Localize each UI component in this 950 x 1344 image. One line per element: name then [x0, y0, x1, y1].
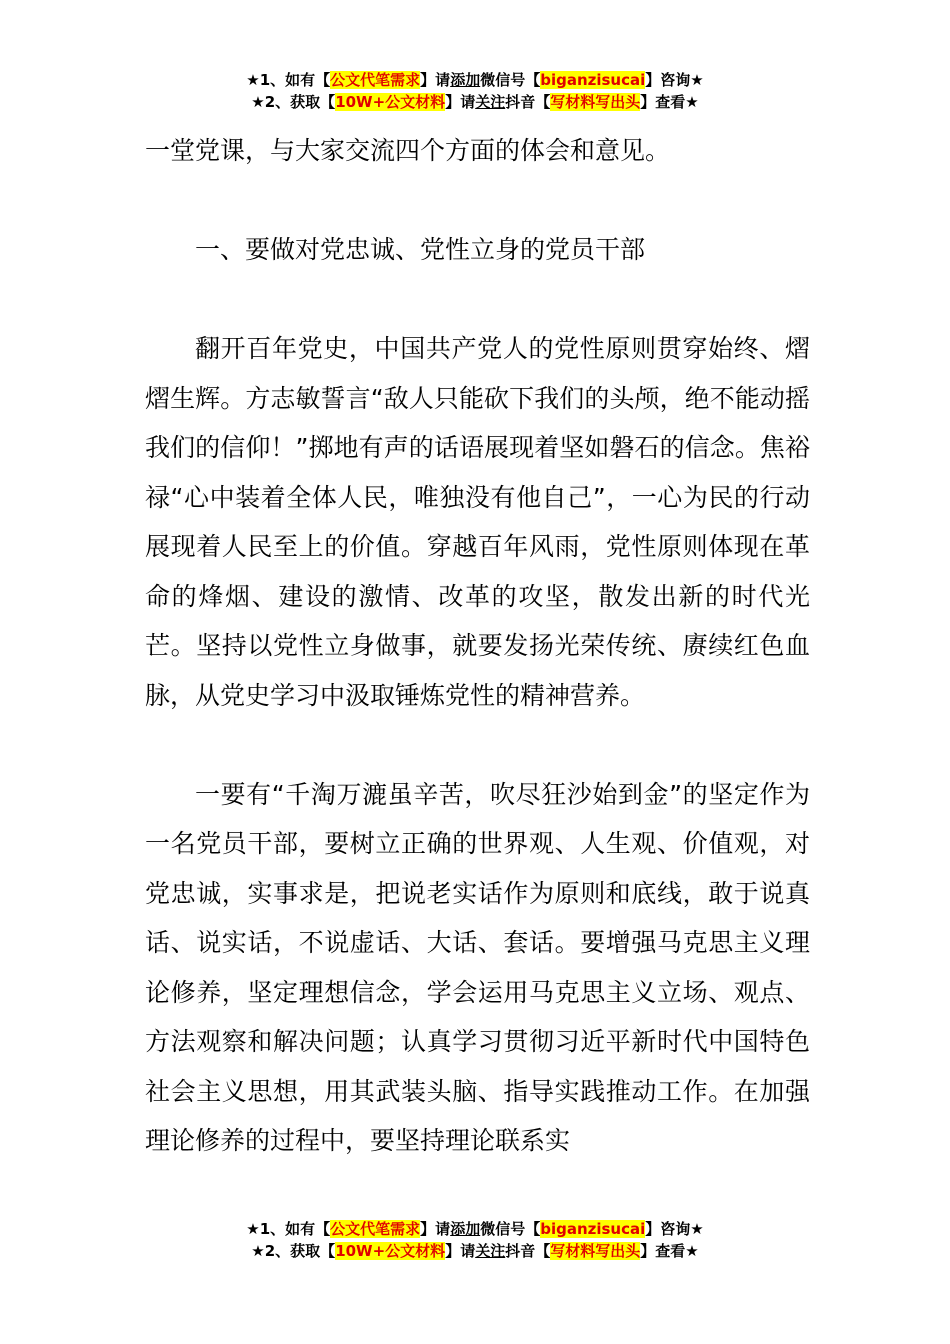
- section-heading: 一、要做对党忠诚、党性立身的党员干部: [195, 235, 646, 264]
- footer-banner: [0, 1218, 950, 1262]
- highlight-douyin-id: 写材料写出头: [550, 93, 641, 111]
- paragraph-gap: [145, 275, 810, 325]
- highlight-douyin-id: 写材料写出头: [550, 1242, 641, 1260]
- paragraph-party-history: 翻开百年党史，中国共产党人的党性原则贯穿始终、熠熠生辉。方志敏誓言“敌人只能砍下我们的头颅，绝不能动摇我们的信仰！”掷地有声的话语展现着坚如磐石的信念。焦裕禄“心中装着全体人民，唯独没有他自己”，一心为民的行动展现着人民至上的价值。穿越百年风雨，党性原则体现在革命的烽烟、建设的激情、改革的攻坚，散发出新的时代光芒。坚持以党性立身做事，就要发扬光荣传统、赓续红色血脉，从党史学习中汲取锤炼党性的精神营养。: [145, 334, 810, 710]
- paragraph-firm-belief: 一要有“千淘万漉虽辛苦，吹尽狂沙始到金”的坚定作为一名党员干部，要树立正确的世界观、人生观、价值观，对党忠诚，实事求是，把说老实话作为原则和底线，敢于说真话、说实话，不说虚话、大话、套话。要增强马克思主义理论修养，坚定理想信念，学会运用马克思主义立场、观点、方法观察和解决问题；认真学习贯彻习近平新时代中国特色社会主义思想，用其武装头脑、指导实践推动工作。在加强理论修养的过程中，要坚持理论联系实: [145, 779, 810, 1155]
- underlined-add: 添加: [450, 71, 481, 89]
- underlined-add: 添加: [450, 1220, 481, 1238]
- highlight-wechat-id: biganzisucai: [540, 1220, 646, 1238]
- document-body: [145, 126, 810, 1166]
- highlight-service: 公文代笔需求: [330, 1220, 421, 1238]
- banner-line-1: ★1、如有【公文代笔需求】请添加微信号【biganzisucai】咨询★: [246, 1220, 704, 1238]
- underlined-follow: 关注: [475, 93, 506, 111]
- banner-line-1: ★1、如有【公文代笔需求】请添加微信号【biganzisucai】咨询★: [246, 71, 704, 89]
- highlight-service: 公文代笔需求: [330, 71, 421, 89]
- paragraph-gap: [145, 176, 810, 226]
- banner-line-2: ★2、获取【10W+公文材料】请关注抖音【写材料写出头】查看★: [251, 93, 699, 111]
- highlight-materials: 10W+公文材料: [335, 93, 446, 111]
- highlight-wechat-id: biganzisucai: [540, 71, 646, 89]
- paragraph-intro-tail: 一堂党课，与大家交流四个方面的体会和意见。: [145, 136, 671, 165]
- highlight-materials: 10W+公文材料: [335, 1242, 446, 1260]
- paragraph-gap: [145, 720, 810, 770]
- banner-line-2: ★2、获取【10W+公文材料】请关注抖音【写材料写出头】查看★: [251, 1242, 699, 1260]
- header-banner: [0, 69, 950, 113]
- underlined-follow: 关注: [475, 1242, 506, 1260]
